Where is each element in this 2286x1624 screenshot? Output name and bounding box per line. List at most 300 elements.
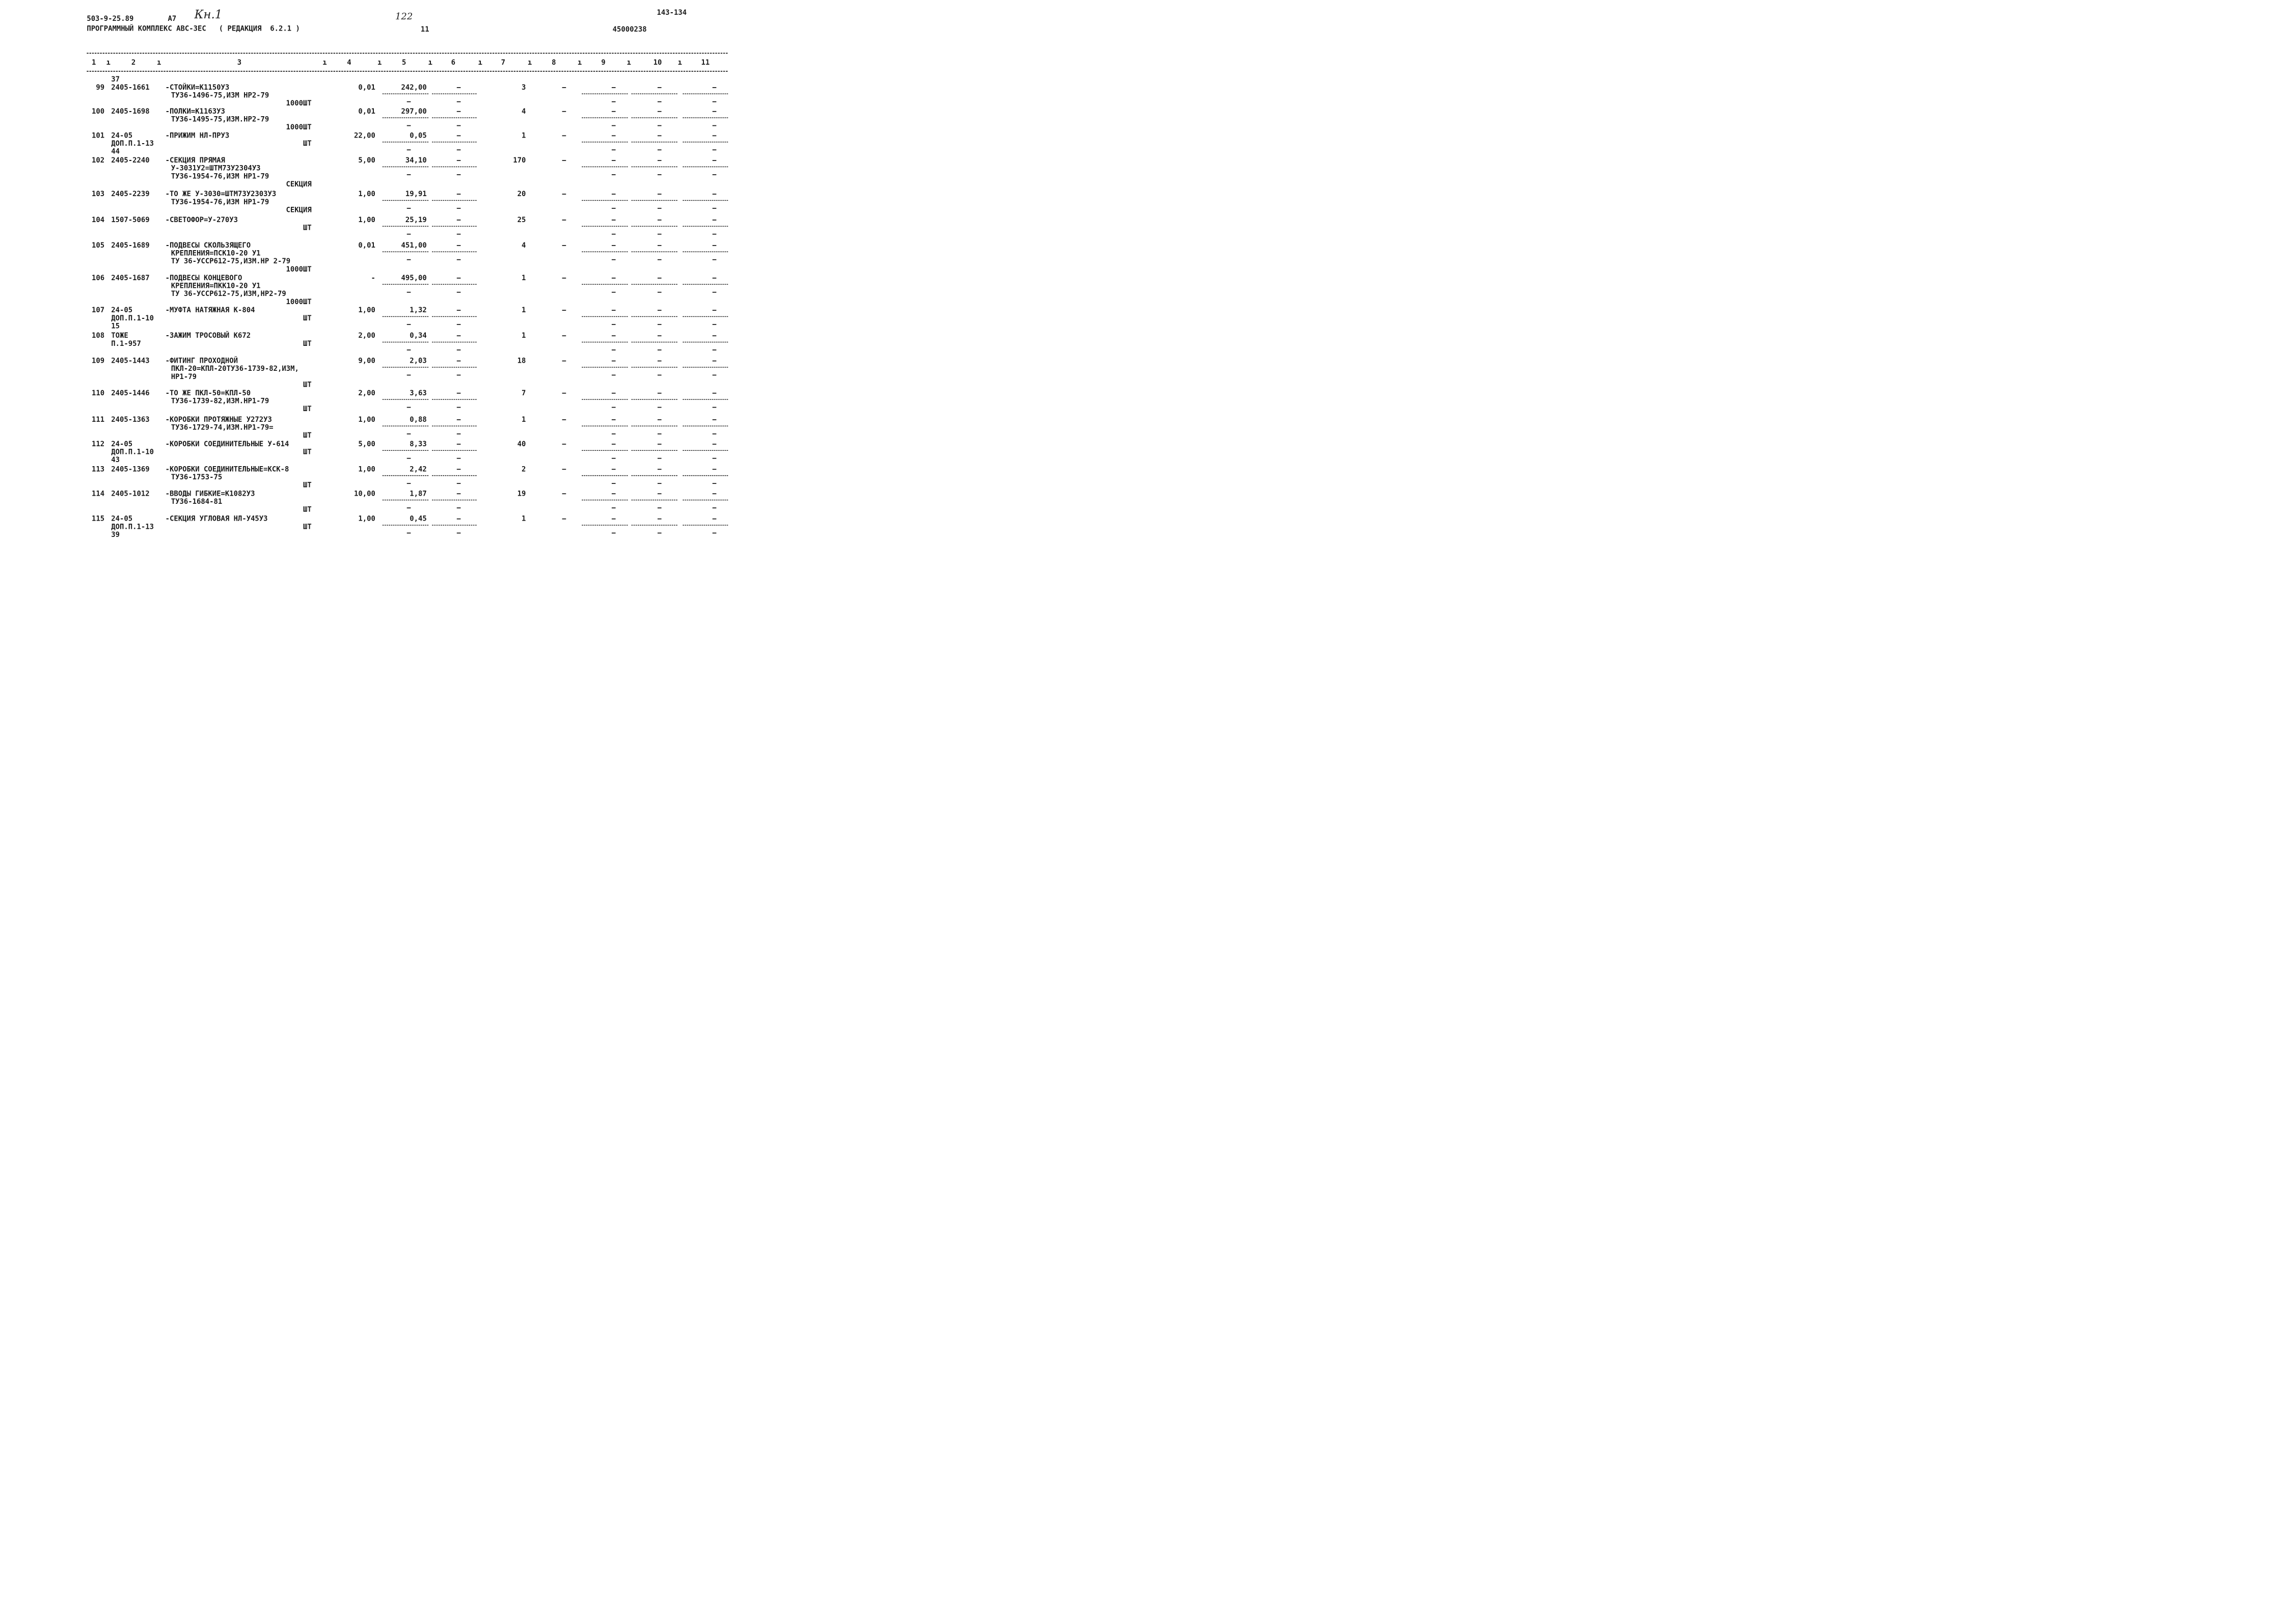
row-col5-price: 34,10 bbox=[405, 156, 427, 165]
row-number: 115 bbox=[91, 515, 105, 523]
cell-underline bbox=[632, 226, 677, 227]
cell-underline bbox=[632, 450, 677, 451]
empty-cell-dash bbox=[713, 507, 717, 508]
row-col5-price: 0,45 bbox=[410, 515, 427, 523]
empty-cell-dash bbox=[658, 259, 662, 260]
row-code: 15 bbox=[111, 321, 120, 330]
row-number: 100 bbox=[91, 107, 105, 116]
row-number: 105 bbox=[91, 241, 105, 250]
empty-cell-dash bbox=[612, 349, 616, 350]
row-unit: ШТ bbox=[303, 314, 312, 322]
row-code: 2405-1687 bbox=[111, 274, 150, 282]
cell-underline bbox=[383, 226, 428, 227]
row-unit: ШТ bbox=[303, 431, 312, 440]
row-number: 111 bbox=[91, 415, 105, 424]
program-line: ПРОГРАММНЫЙ КОМПЛЕКС АВС-3ЕС ( РЕДАКЦИЯ 6.2.1 ) bbox=[87, 24, 300, 33]
empty-cell-dash bbox=[658, 444, 662, 445]
row-col4-quantity: 0,01 bbox=[358, 107, 375, 116]
row-code: 1507-5069 bbox=[111, 215, 150, 224]
empty-cell-dash bbox=[562, 335, 566, 336]
column-separator: ı bbox=[322, 58, 327, 67]
row-number: 99 bbox=[96, 83, 105, 92]
empty-cell-dash bbox=[658, 111, 662, 112]
column-separator: ı bbox=[377, 58, 382, 67]
row-number: 103 bbox=[91, 190, 105, 198]
empty-cell-dash bbox=[658, 125, 662, 126]
row-col7-value: 25 bbox=[517, 215, 526, 224]
row-code: ДОП.П.1-13 bbox=[111, 139, 154, 148]
empty-cell-dash bbox=[407, 208, 411, 209]
row-col4-quantity: 22,00 bbox=[354, 131, 375, 140]
empty-cell-dash bbox=[713, 458, 717, 459]
row-col4-quantity: 9,00 bbox=[358, 357, 375, 365]
row-col5-price: 451,00 bbox=[401, 241, 427, 250]
empty-cell-dash bbox=[457, 349, 461, 350]
row-code: 2405-1689 bbox=[111, 241, 150, 250]
empty-cell-dash bbox=[612, 458, 616, 459]
empty-cell-dash bbox=[612, 483, 616, 484]
row-col5-price: 297,00 bbox=[401, 107, 427, 116]
row-code: 2405-1446 bbox=[111, 389, 150, 397]
row-description: -МУФТА НАТЯЖНАЯ К-804 bbox=[165, 306, 255, 314]
empty-cell-dash bbox=[457, 194, 461, 195]
row-col4-quantity: 5,00 bbox=[358, 440, 375, 448]
empty-cell-dash bbox=[562, 393, 566, 394]
empty-cell-dash bbox=[457, 324, 461, 325]
row-unit: 1000ШТ bbox=[286, 123, 312, 131]
cell-underline bbox=[383, 316, 428, 317]
doc-code: 503-9-25.89 bbox=[87, 14, 134, 23]
row-code: 2405-1698 bbox=[111, 107, 150, 116]
empty-cell-dash bbox=[612, 434, 616, 435]
row-col4-quantity: 2,00 bbox=[358, 389, 375, 397]
empty-cell-dash bbox=[658, 375, 662, 376]
row-description: У-3031У2=ШТМ73У2304У3 bbox=[171, 164, 261, 173]
row-code: 24-05 bbox=[111, 515, 133, 523]
empty-cell-dash bbox=[457, 220, 461, 221]
empty-cell-dash bbox=[562, 310, 566, 311]
empty-cell-dash bbox=[658, 292, 662, 293]
cell-underline bbox=[383, 284, 428, 285]
empty-cell-dash bbox=[612, 160, 616, 161]
empty-cell-dash bbox=[612, 361, 616, 362]
row-col4-quantity: 1,00 bbox=[358, 215, 375, 224]
row-col7-value: 19 bbox=[517, 489, 526, 498]
row-col7-value: 1 bbox=[521, 306, 526, 314]
empty-cell-dash bbox=[658, 493, 662, 494]
empty-cell-dash bbox=[612, 310, 616, 311]
empty-cell-dash bbox=[658, 393, 662, 394]
row-description: ТУ36-1684-81 bbox=[171, 497, 223, 506]
empty-cell-dash bbox=[713, 361, 717, 362]
row-description: НР1-79 bbox=[171, 372, 197, 381]
row-col4-quantity: 1,00 bbox=[358, 306, 375, 314]
row-col5-price: 242,00 bbox=[401, 83, 427, 92]
empty-cell-dash bbox=[457, 483, 461, 484]
empty-cell-dash bbox=[713, 149, 717, 150]
empty-cell-dash bbox=[562, 160, 566, 161]
empty-cell-dash bbox=[457, 361, 461, 362]
empty-cell-dash bbox=[713, 278, 717, 279]
empty-cell-dash bbox=[713, 533, 717, 534]
row-col7-value: 1 bbox=[521, 331, 526, 340]
row-unit: ШТ bbox=[303, 522, 312, 531]
row-unit: ШТ bbox=[303, 404, 312, 413]
empty-cell-dash bbox=[457, 292, 461, 293]
column-separator: ı bbox=[428, 58, 432, 67]
row-code: 2405-1661 bbox=[111, 83, 150, 92]
row-number: 112 bbox=[91, 440, 105, 448]
empty-cell-dash bbox=[658, 220, 662, 221]
row-unit: 1000ШТ bbox=[286, 265, 312, 274]
row-col5-price: 19,91 bbox=[405, 190, 427, 198]
column-header-10: 10 bbox=[653, 58, 662, 67]
cell-underline bbox=[582, 117, 628, 118]
empty-cell-dash bbox=[612, 292, 616, 293]
row-description: -КОРОБКИ СОЕДИНИТЕЛЬНЫЕ У-614 bbox=[165, 440, 289, 448]
empty-cell-dash bbox=[457, 519, 461, 520]
row-description: -СТОЙКИ=К1150У3 bbox=[165, 83, 230, 92]
column-header-8: 8 bbox=[552, 58, 556, 67]
row-number: 110 bbox=[91, 389, 105, 397]
cell-underline bbox=[432, 450, 477, 451]
row-description: -ПОДВЕСЫ СКОЛЬЗЯЩЕГО bbox=[165, 241, 251, 250]
row-col5-price: 2,03 bbox=[410, 357, 427, 365]
column-header-5: 5 bbox=[402, 58, 406, 67]
empty-cell-dash bbox=[612, 393, 616, 394]
row-col7-value: 7 bbox=[521, 389, 526, 397]
row-description: -СЕКЦИЯ ПРЯМАЯ bbox=[165, 156, 225, 165]
empty-cell-dash bbox=[713, 220, 717, 221]
empty-cell-dash bbox=[612, 533, 616, 534]
empty-cell-dash bbox=[407, 324, 411, 325]
empty-cell-dash bbox=[658, 136, 662, 137]
cell-underline bbox=[683, 117, 728, 118]
empty-cell-dash bbox=[658, 434, 662, 435]
empty-cell-dash bbox=[713, 101, 717, 102]
column-header-4: 4 bbox=[347, 58, 351, 67]
row-col7-value: 170 bbox=[513, 156, 526, 165]
cell-underline bbox=[383, 450, 428, 451]
empty-cell-dash bbox=[612, 125, 616, 126]
row-description: ТУ36-1954-76,ИЗМ НР1-79 bbox=[171, 172, 269, 180]
empty-cell-dash bbox=[713, 245, 717, 246]
row-number: 104 bbox=[91, 215, 105, 224]
empty-cell-dash bbox=[713, 174, 717, 175]
column-header-2: 2 bbox=[131, 58, 136, 67]
row-description: -СВЕТОФОР=У-270У3 bbox=[165, 215, 238, 224]
row-unit: СЕКЦИЯ bbox=[286, 180, 312, 188]
empty-cell-dash bbox=[658, 469, 662, 470]
row-description: -ФИТИНГ ПРОХОДНОЙ bbox=[165, 357, 238, 365]
row-description: ТУ36-1954-76,ИЗМ НР1-79 bbox=[171, 198, 269, 206]
column-header-1: 1 bbox=[92, 58, 96, 67]
cell-underline bbox=[683, 200, 728, 201]
empty-cell-dash bbox=[713, 493, 717, 494]
row-code: 43 bbox=[111, 455, 120, 464]
empty-cell-dash bbox=[407, 234, 411, 235]
empty-cell-dash bbox=[407, 458, 411, 459]
row-number: 107 bbox=[91, 306, 105, 314]
empty-cell-dash bbox=[457, 278, 461, 279]
row-col7-value: 1 bbox=[521, 131, 526, 140]
cell-underline bbox=[582, 475, 628, 476]
empty-cell-dash bbox=[713, 519, 717, 520]
empty-cell-dash bbox=[713, 335, 717, 336]
empty-cell-dash bbox=[457, 444, 461, 445]
empty-cell-dash bbox=[457, 375, 461, 376]
row-col7-value: 18 bbox=[517, 357, 526, 365]
row-col5-price: 0,05 bbox=[410, 131, 427, 140]
cell-underline bbox=[632, 284, 677, 285]
row-description: ПКЛ-20=КПЛ-20ТУ36-1739-82,ИЗМ, bbox=[171, 364, 299, 373]
empty-cell-dash bbox=[658, 87, 662, 88]
row-unit: ШТ bbox=[303, 380, 312, 389]
row-col4-quantity: - bbox=[371, 274, 375, 282]
column-separator: ı bbox=[677, 58, 682, 67]
empty-cell-dash bbox=[612, 245, 616, 246]
handwritten-book-number: Кн.1 bbox=[194, 7, 223, 21]
row-description: ТУ 36-УССР612-75,ИЗМ.НР 2-79 bbox=[171, 257, 291, 265]
row-description: -ПОДВЕСЫ КОНЦЕВОГО bbox=[165, 274, 242, 282]
empty-cell-dash bbox=[612, 519, 616, 520]
empty-cell-dash bbox=[658, 234, 662, 235]
empty-cell-dash bbox=[407, 483, 411, 484]
empty-cell-dash bbox=[562, 493, 566, 494]
empty-cell-dash bbox=[713, 483, 717, 484]
column-separator: ı bbox=[577, 58, 582, 67]
empty-cell-dash bbox=[658, 160, 662, 161]
empty-cell-dash bbox=[713, 125, 717, 126]
row-unit: ШТ bbox=[303, 505, 312, 514]
row-description: -КОРОБКИ ПРОТЯЖНЫЕ У272У3 bbox=[165, 415, 272, 424]
row-unit: ШТ bbox=[303, 339, 312, 348]
empty-cell-dash bbox=[407, 149, 411, 150]
row-col4-quantity: 1,00 bbox=[358, 515, 375, 523]
empty-cell-dash bbox=[407, 125, 411, 126]
cell-underline bbox=[683, 226, 728, 227]
row-code: ТОЖЕ bbox=[111, 331, 128, 340]
empty-cell-dash bbox=[713, 310, 717, 311]
cell-underline bbox=[683, 284, 728, 285]
empty-cell-dash bbox=[457, 111, 461, 112]
empty-cell-dash bbox=[612, 335, 616, 336]
row-col5-price: 0,34 bbox=[410, 331, 427, 340]
row-description: ТУ 36-УССР612-75,ИЗМ,НР2-79 bbox=[171, 289, 286, 298]
empty-cell-dash bbox=[562, 220, 566, 221]
row-code: 2405-1369 bbox=[111, 465, 150, 473]
cell-underline bbox=[632, 200, 677, 201]
empty-cell-dash bbox=[562, 469, 566, 470]
row-col4-quantity: 0,01 bbox=[358, 241, 375, 250]
column-separator: ı bbox=[156, 58, 161, 67]
row-col5-price: 1,87 bbox=[410, 489, 427, 498]
cell-underline bbox=[432, 226, 477, 227]
empty-cell-dash bbox=[658, 507, 662, 508]
empty-cell-dash bbox=[407, 101, 411, 102]
cell-underline bbox=[582, 450, 628, 451]
row-col4-quantity: 0,01 bbox=[358, 83, 375, 92]
row-code: 2405-1443 bbox=[111, 357, 150, 365]
empty-cell-dash bbox=[658, 519, 662, 520]
row-col4-quantity: 10,00 bbox=[354, 489, 375, 498]
row-description: -ТО ЖЕ ПКЛ-50=КПЛ-50 bbox=[165, 389, 251, 397]
row-code: ДОП.П.1-10 bbox=[111, 314, 154, 322]
column-separator: ı bbox=[106, 58, 111, 67]
row-unit: ШТ bbox=[303, 448, 312, 456]
row-col4-quantity: 1,00 bbox=[358, 465, 375, 473]
empty-cell-dash bbox=[407, 174, 411, 175]
cell-underline bbox=[582, 316, 628, 317]
empty-cell-dash bbox=[658, 407, 662, 408]
empty-cell-dash bbox=[457, 469, 461, 470]
empty-cell-dash bbox=[658, 278, 662, 279]
column-separator: ı bbox=[627, 58, 631, 67]
row-description: ТУ36-1729-74,ИЗМ.НР1-79= bbox=[171, 423, 274, 432]
cell-underline bbox=[683, 316, 728, 317]
row-col7-value: 2 bbox=[521, 465, 526, 473]
empty-cell-dash bbox=[457, 149, 461, 150]
empty-cell-dash bbox=[407, 507, 411, 508]
cell-underline bbox=[632, 475, 677, 476]
row-unit: 1000ШТ bbox=[286, 99, 312, 107]
empty-cell-dash bbox=[562, 136, 566, 137]
empty-cell-dash bbox=[713, 208, 717, 209]
row-number: 101 bbox=[91, 131, 105, 140]
row-description: -ПОЛКИ=К1163У3 bbox=[165, 107, 225, 116]
empty-cell-dash bbox=[407, 533, 411, 534]
empty-cell-dash bbox=[457, 434, 461, 435]
empty-cell-dash bbox=[612, 87, 616, 88]
row-col5-price: 1,32 bbox=[410, 306, 427, 314]
empty-cell-dash bbox=[457, 507, 461, 508]
column-separator: ı bbox=[527, 58, 532, 67]
row-number: 109 bbox=[91, 357, 105, 365]
empty-cell-dash bbox=[407, 292, 411, 293]
empty-cell-dash bbox=[612, 493, 616, 494]
empty-cell-dash bbox=[658, 149, 662, 150]
empty-cell-dash bbox=[407, 349, 411, 350]
empty-cell-dash bbox=[457, 87, 461, 88]
empty-cell-dash bbox=[658, 245, 662, 246]
document-page bbox=[0, 0, 795, 564]
row-description: ТУ36-1495-75,ИЗМ.НР2-79 bbox=[171, 115, 269, 123]
row-number: 114 bbox=[91, 489, 105, 498]
empty-cell-dash bbox=[713, 393, 717, 394]
row-unit: СЕКЦИЯ bbox=[286, 205, 312, 214]
row-col7-value: 3 bbox=[521, 83, 526, 92]
row-col7-value: 40 bbox=[517, 440, 526, 448]
empty-cell-dash bbox=[713, 136, 717, 137]
row-col7-value: 4 bbox=[521, 107, 526, 116]
row-col5-price: 495,00 bbox=[401, 274, 427, 282]
empty-cell-dash bbox=[713, 419, 717, 420]
row-col7-value: 20 bbox=[517, 190, 526, 198]
row-col5-price: 25,19 bbox=[405, 215, 427, 224]
row-unit: 1000ШТ bbox=[286, 297, 312, 306]
empty-cell-dash bbox=[713, 375, 717, 376]
empty-cell-dash bbox=[658, 310, 662, 311]
empty-cell-dash bbox=[713, 259, 717, 260]
cell-underline bbox=[683, 475, 728, 476]
row-col5-price: 8,33 bbox=[410, 440, 427, 448]
empty-cell-dash bbox=[658, 483, 662, 484]
row-unit: ШТ bbox=[303, 224, 312, 232]
empty-cell-dash bbox=[713, 87, 717, 88]
row-col4-quantity: 1,00 bbox=[358, 190, 375, 198]
row-code: 24-05 bbox=[111, 440, 133, 448]
row-col7-value: 1 bbox=[521, 415, 526, 424]
row-code: ДОП.П.1-10 bbox=[111, 448, 154, 456]
row-col4-quantity: 2,00 bbox=[358, 331, 375, 340]
empty-cell-dash bbox=[658, 324, 662, 325]
empty-cell-dash bbox=[457, 208, 461, 209]
empty-cell-dash bbox=[713, 444, 717, 445]
empty-cell-dash bbox=[612, 194, 616, 195]
empty-cell-dash bbox=[612, 259, 616, 260]
row-col5-price: 3,63 bbox=[410, 389, 427, 397]
cell-underline bbox=[683, 450, 728, 451]
empty-cell-dash bbox=[612, 234, 616, 235]
album-label: А7 bbox=[168, 14, 177, 23]
row-col5-price: 0,88 bbox=[410, 415, 427, 424]
row-description: -ПРИЖИМ НЛ-ПРУ3 bbox=[165, 131, 230, 140]
cell-underline bbox=[582, 200, 628, 201]
row-code: 44 bbox=[111, 147, 120, 156]
empty-cell-dash bbox=[562, 194, 566, 195]
row-number: 113 bbox=[91, 465, 105, 473]
row-code: 2405-2240 bbox=[111, 156, 150, 165]
empty-cell-dash bbox=[713, 324, 717, 325]
row-code: 2405-2239 bbox=[111, 190, 150, 198]
document-number: 45000238 bbox=[612, 25, 647, 34]
empty-cell-dash bbox=[658, 419, 662, 420]
row-col7-value: 4 bbox=[521, 241, 526, 250]
cell-underline bbox=[632, 316, 677, 317]
cell-underline bbox=[383, 475, 428, 476]
empty-cell-dash bbox=[658, 101, 662, 102]
empty-cell-dash bbox=[457, 245, 461, 246]
row-number: 108 bbox=[91, 331, 105, 340]
row-col7-value: 1 bbox=[521, 515, 526, 523]
empty-cell-dash bbox=[457, 160, 461, 161]
row-code: 24-05 bbox=[111, 306, 133, 314]
cell-underline bbox=[432, 475, 477, 476]
empty-cell-dash bbox=[612, 469, 616, 470]
row-col5-price: 2,42 bbox=[410, 465, 427, 473]
empty-cell-dash bbox=[562, 278, 566, 279]
row-number: 102 bbox=[91, 156, 105, 165]
empty-cell-dash bbox=[562, 245, 566, 246]
column-header-7: 7 bbox=[501, 58, 506, 67]
cell-underline bbox=[582, 284, 628, 285]
empty-cell-dash bbox=[562, 519, 566, 520]
row-description: КРЕПЛЕНИЯ=ПСК10-20 У1 bbox=[171, 249, 261, 258]
empty-cell-dash bbox=[658, 533, 662, 534]
empty-cell-dash bbox=[612, 208, 616, 209]
empty-cell-dash bbox=[612, 507, 616, 508]
row-col4-quantity: 1,00 bbox=[358, 415, 375, 424]
empty-cell-dash bbox=[612, 407, 616, 408]
row-code: П.1-957 bbox=[111, 339, 141, 348]
sheet-number: 11 bbox=[420, 25, 429, 34]
empty-cell-dash bbox=[457, 393, 461, 394]
empty-cell-dash bbox=[457, 419, 461, 420]
column-header-11: 11 bbox=[701, 58, 710, 67]
cell-underline bbox=[432, 200, 477, 201]
empty-cell-dash bbox=[658, 174, 662, 175]
row-description: ТУ36-1753-75 bbox=[171, 473, 223, 481]
